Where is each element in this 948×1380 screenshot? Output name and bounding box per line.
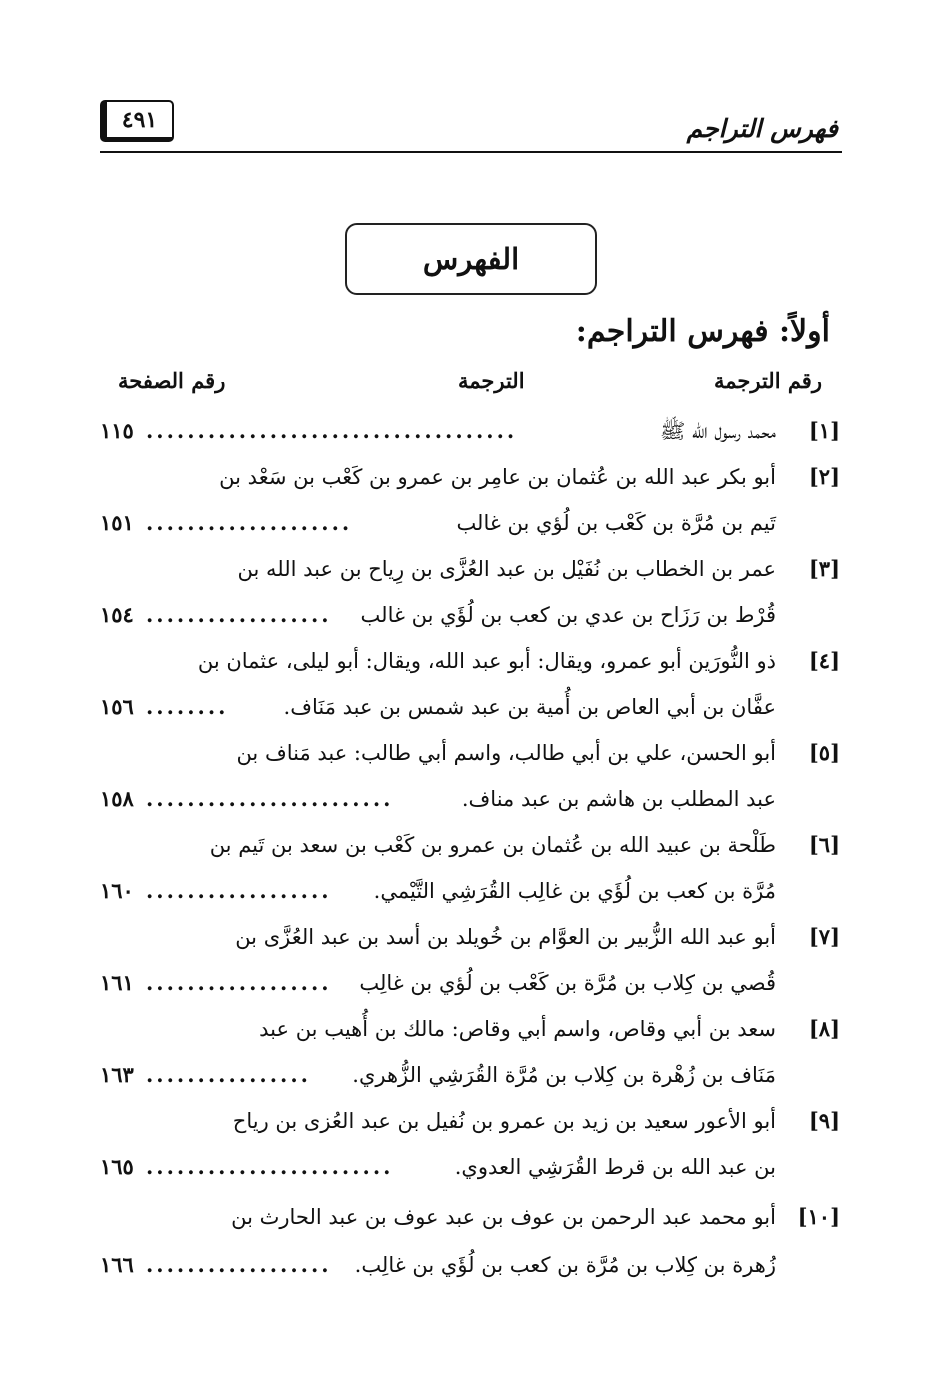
index-entry	[100, 1197, 840, 1237]
index-entry	[100, 1101, 840, 1141]
entry-number: [٣]	[808, 556, 840, 581]
leader-dots: ..................	[146, 878, 332, 903]
entry-number: [١]	[808, 418, 840, 443]
entry-number: [٤]	[808, 648, 840, 673]
leader-dots: ................	[146, 1062, 311, 1087]
index-entry-continuation	[100, 595, 840, 635]
index-title: الفهرس	[345, 223, 597, 295]
entry-number: [٨]	[808, 1016, 840, 1041]
index-entry-continuation	[100, 1147, 840, 1187]
entry-name: محمد رسول الله ﷺ	[659, 419, 776, 443]
index-entry	[100, 549, 840, 589]
column-header-number: رقم الترجمة	[713, 368, 822, 393]
entry-name: أبو الحسن، علي بن أبي طالب، واسم أبي طالب: عبد مَناف بن	[236, 741, 776, 765]
running-title: فهرس التراجم	[686, 114, 838, 143]
leader-dots: ..................	[146, 602, 332, 627]
column-header-name: الترجمة	[458, 368, 525, 393]
index-entry	[100, 733, 840, 773]
section-heading: أولاً: فهرس التراجم:	[575, 314, 830, 349]
entry-page: ١٥٦	[100, 694, 134, 719]
entry-name: أبو عبد الله الزُّبير بن العوَّام بن خُويلد بن أسد بن عبد العُزَّى بن	[235, 925, 776, 949]
leader-dots: ..................	[146, 970, 332, 995]
entry-name: زُهرة بن كِلاب بن مُرَّة بن كعب بن لُؤَي بن غالِب.	[354, 1253, 776, 1277]
entry-number: [٩]	[808, 1108, 840, 1133]
header-rule	[100, 151, 842, 153]
index-entry-continuation	[100, 1055, 840, 1095]
entry-page: ١٥١	[100, 510, 134, 535]
index-entry	[100, 1009, 840, 1049]
index-entry	[100, 411, 840, 451]
entry-name: مُرَّة بن كعب بن لُؤَي بن غالِب القُرَشِي التَّيْمي.	[373, 879, 776, 903]
entry-name: أبو محمد عبد الرحمن بن عوف بن عبد عوف بن عبد الحارث بن	[231, 1205, 776, 1229]
entry-name: عمر بن الخطاب بن نُفَيْل بن عبد العُزَّى بن رِياح بن عبد الله بن	[237, 557, 776, 581]
entry-page: ١٥٤	[100, 602, 134, 627]
entry-page: ١٥٨	[100, 786, 134, 811]
index-entry-continuation	[100, 1245, 840, 1285]
leader-dots: ....................................	[146, 418, 518, 443]
leader-dots: ........	[146, 694, 229, 719]
entry-page: ١٦١	[100, 970, 134, 995]
leader-dots: ........................	[146, 786, 394, 811]
entry-name: بن عبد الله بن قرط القُرَشِي العدوي.	[454, 1155, 776, 1179]
entry-page: ١٦٥	[100, 1154, 134, 1179]
entry-name: سعد بن أبي وقاص، واسم أبي وقاص: مالك بن أُهيب بن عبد	[259, 1017, 776, 1041]
leader-dots: ..................	[146, 1252, 332, 1277]
page-header	[100, 96, 842, 156]
entry-name: قُصي بن كِلاب بن مُرَّة بن كَعْب بن لُؤي بن غالِب	[359, 971, 776, 995]
entry-number: [٦]	[808, 832, 840, 857]
index-entry-continuation	[100, 963, 840, 1003]
entry-page: ١٦٠	[100, 878, 134, 903]
entry-number: [٢]	[808, 464, 840, 489]
entry-page: ١١٥	[100, 418, 134, 443]
entry-number: [١٠]	[797, 1204, 840, 1229]
entry-name: أبو بكر عبد الله بن عُثمان بن عامِر بن عمرو بن كَعْب بن سَعْد بن	[219, 465, 776, 489]
index-entry-continuation	[100, 687, 840, 727]
index-entry	[100, 917, 840, 957]
index-entry-continuation	[100, 779, 840, 819]
entry-number: [٥]	[808, 740, 840, 765]
entry-name: قُرْط بن رَزَاح بن عدي بن كعب بن لُؤَي بن غالب	[360, 603, 776, 627]
index-entry-continuation	[100, 503, 840, 543]
leader-dots: ....................	[146, 510, 353, 535]
entry-number: [٧]	[808, 924, 840, 949]
entry-name: طَلْحة بن عبيد الله بن عُثمان بن عمرو بن كَعْب بن سعد بن تَيم بن	[209, 833, 776, 857]
index-entry	[100, 641, 840, 681]
index-entry	[100, 825, 840, 865]
leader-dots: ........................	[146, 1154, 394, 1179]
column-header-page: رقم الصفحة	[118, 368, 226, 393]
index-entry	[100, 457, 840, 497]
page-number: ٤٩١	[100, 100, 174, 142]
entry-name: عفَّان بن أبي العاص بن أُمية بن عبد شمس بن عبد مَنَاف.	[283, 695, 776, 719]
entry-name: أبو الأعور سعيد بن زيد بن عمرو بن نُفيل بن عبد العُزى بن رياح	[232, 1109, 776, 1133]
entry-name: تَيم بن مُرَّة بن كَعْب بن لُؤي بن غالب	[456, 511, 776, 535]
entry-page: ١٦٦	[100, 1252, 134, 1277]
entry-name: مَنَاف بن زُهْرة بن كِلاب بن مُرَّة القُرَشِي الزُّهري.	[352, 1063, 776, 1087]
index-entry-continuation	[100, 871, 840, 911]
entry-page: ١٦٣	[100, 1062, 134, 1087]
entry-name: ذو النُّورَين أبو عمرو، ويقال: أبو عبد الله، ويقال: أبو ليلى، عثمان بن	[197, 649, 776, 673]
entry-name: عبد المطلب بن هاشم بن عبد مناف.	[461, 787, 776, 811]
